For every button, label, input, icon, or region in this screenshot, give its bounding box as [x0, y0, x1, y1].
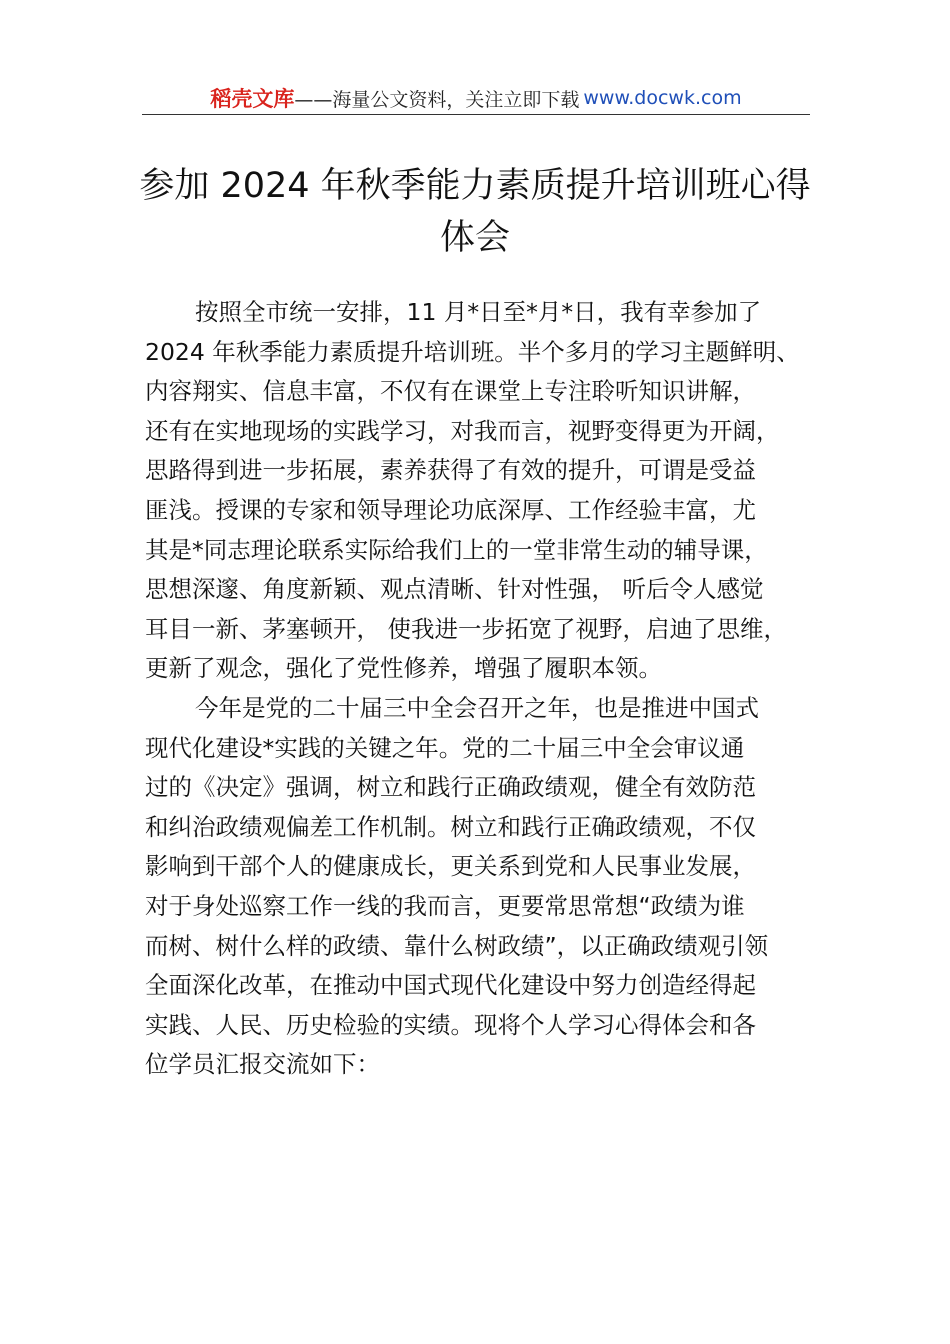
page-header [142, 82, 810, 115]
text-line: 和纠治政绩观偏差工作机制。树立和践行正确政绩观，不仅 [145, 812, 756, 841]
text-line: 今年是党的二十届三中全会召开之年，也是推进中国式 [195, 693, 759, 722]
document-title [130, 160, 820, 264]
document-body [145, 293, 815, 1085]
title-line-1: 参加 2024 年秋季能力素质提升培训班心得 [139, 166, 811, 206]
text-line: 还有在实地现场的实践学习，对我而言，视野变得更为开阔， [145, 416, 780, 445]
text-line: 思想深邃、角度新颖、观点清晰、针对性强， 听后令人感觉 [145, 575, 764, 604]
text-line: 全面深化改革，在推动中国式现代化建设中努力创造经得起 [145, 971, 756, 1000]
text-line: 其是*同志理论联系实际给我们上的一堂非常生动的辅导课， [145, 535, 768, 564]
text-line: 现代化建设*实践的关键之年。党的二十届三中全会审议通 [145, 733, 745, 762]
text-line: 位学员汇报交流如下： [145, 1050, 380, 1079]
text-line: 匪浅。授课的专家和领导理论功底深厚、工作经验丰富，尤 [145, 495, 756, 524]
text-line: 过的《决定》强调，树立和践行正确政绩观，健全有效防范 [145, 773, 756, 802]
text-line: 按照全市统一安排，11 月*日至*月*日，我有幸参加了 [195, 298, 762, 326]
text-line: 实践、人民、历史检验的实绩。现将个人学习心得体会和各 [145, 1010, 756, 1039]
text-line: 2024 年秋季能力素质提升培训班。半个多月的学习主题鲜明、 [145, 337, 800, 366]
header-url[interactable]: www.docwk.com [583, 87, 742, 109]
text-line: 耳目一新、茅塞顿开， 使我进一步拓宽了视野，启迪了思维， [145, 614, 787, 643]
paragraph-2 [145, 689, 815, 1085]
text-line: 内容翔实、信息丰富，不仅有在课堂上专注聆听知识讲解， [145, 377, 756, 406]
text-line: 更新了观念，强化了党性修养，增强了履职本领。 [145, 654, 662, 683]
title-line-2: 体会 [439, 218, 510, 258]
paragraph-1 [145, 293, 815, 689]
text-line: 影响到干部个人的健康成长，更关系到党和人民事业发展， [145, 852, 756, 881]
text-line: 对于身处巡察工作一线的我而言，更要常思常想“政绩为谁 [145, 891, 745, 920]
header-tagline: ——海量公文资料，关注立即下载 [294, 88, 580, 111]
text-line: 而树、树什么样的政绩、靠什么树政绩”，以正确政绩观引领 [145, 931, 769, 960]
brand-name: 稻壳文库 [210, 87, 295, 111]
text-line: 思路得到进一步拓展，素养获得了有效的提升，可谓是受益 [145, 456, 756, 485]
